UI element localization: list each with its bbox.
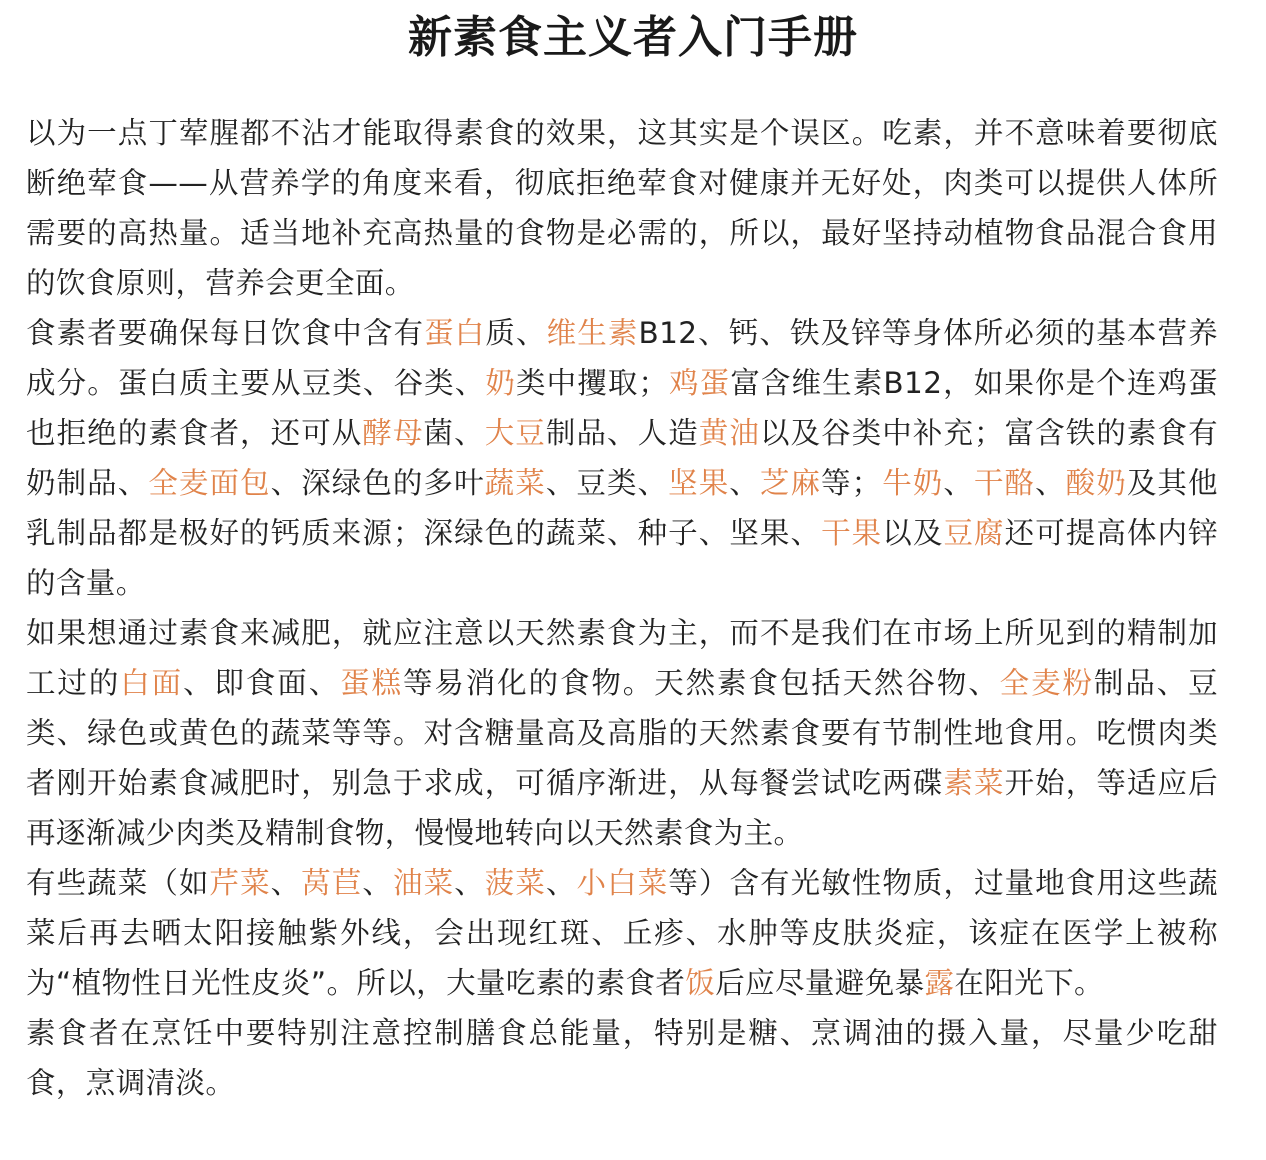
page-title: 新素食主义者入门手册	[408, 12, 858, 63]
text-segment: 等）含有光敏性物质，过量地食用这些蔬菜后再去晒太阳接触紫外线，会出现红斑、丘疹、水肿等皮肤炎症，该症在医学上被称为“植物性日光性皮炎”。所以，大量吃素的素食者	[26, 866, 1219, 1000]
highlighted-keyword: 牛奶	[881, 466, 944, 500]
text-segment: 素食者在烹饪中要特别注意控制膳食总能量，特别是糖、烹调油的摄入量，尽量少吃甜食，烹调清淡。	[26, 1016, 1218, 1100]
text-segment: 等易消化的食物。天然素食包括天然谷物、	[402, 666, 1000, 700]
highlighted-keyword: 白面	[120, 666, 184, 700]
highlighted-keyword: 大豆	[484, 416, 546, 450]
highlighted-keyword: 露	[924, 966, 955, 1000]
highlighted-keyword: 油菜	[393, 866, 455, 900]
text-segment: 、	[454, 866, 485, 900]
highlighted-keyword: 素菜	[943, 766, 1005, 800]
text-segment: 食素者要确保每日饮食中含有	[26, 316, 425, 350]
text-segment: 如果想通过素食来减肥，就应注意以天然素食为主，而不是我们在市场上所见到的精制加工过的	[26, 616, 1218, 700]
text-segment: 及其他乳制品都是极好的钙质来源；深绿色的蔬菜、种子、坚果、	[26, 466, 1218, 550]
paragraph-3	[26, 608, 1218, 858]
text-segment: B12、钙、铁及锌等身体所必须的基本营养成分。蛋白质主要从豆类、谷类、	[26, 316, 1218, 400]
text-segment: 、	[729, 466, 760, 500]
highlighted-keyword: 干酪	[973, 466, 1036, 500]
text-segment: 富含维生素B12，如果你是个连鸡蛋也拒绝的素食者，还可从	[26, 366, 1218, 450]
highlighted-keyword: 维生素	[546, 316, 639, 350]
highlighted-keyword: 饭	[685, 966, 716, 1000]
highlighted-keyword: 全麦粉	[999, 666, 1094, 700]
highlighted-keyword: 干果	[821, 516, 883, 550]
highlighted-keyword: 酵母	[362, 416, 424, 450]
article-body	[26, 108, 1218, 1108]
text-segment: 以及	[882, 516, 944, 550]
highlighted-keyword: 鸡蛋	[668, 366, 731, 400]
text-segment: 后应尽量避免暴	[715, 966, 925, 1000]
highlighted-keyword: 全麦面包	[148, 466, 271, 500]
text-segment: 、	[270, 866, 302, 900]
text-segment: 、即食面、	[183, 666, 341, 700]
text-segment: 、豆类、	[545, 466, 669, 500]
highlighted-keyword: 莴苣	[301, 866, 363, 900]
highlighted-keyword: 奶	[485, 366, 516, 400]
text-segment: 、深绿色的多叶	[270, 466, 485, 500]
text-segment: 还可提高体内锌的含量。	[26, 516, 1218, 600]
text-segment: 菌、	[423, 416, 485, 450]
text-segment: 、	[545, 866, 577, 900]
highlighted-keyword: 蛋白	[424, 316, 486, 350]
highlighted-keyword: 豆腐	[943, 516, 1005, 550]
text-segment: 等；	[821, 466, 882, 500]
text-segment: 以及谷类中补充；富含铁的素食有奶制品、	[26, 416, 1218, 500]
highlighted-keyword: 芹菜	[209, 866, 271, 900]
text-segment: 、	[1035, 466, 1066, 500]
text-segment: 、	[943, 466, 974, 500]
text-segment: 类中攫取；	[515, 366, 669, 400]
highlighted-keyword: 蛋糕	[340, 666, 403, 700]
text-segment: 质、	[485, 316, 547, 350]
highlighted-keyword: 黄油	[698, 416, 760, 450]
text-segment: 、	[362, 866, 394, 900]
text-segment: 制品、豆类、绿色或黄色的蔬菜等等。对含糖量高及高脂的天然素食要有节制性地食用。吃惯肉类者刚开始素食减肥时，别急于求成，可循序渐进，从每餐尝试吃两碟	[26, 666, 1219, 800]
paragraph-1	[26, 108, 1218, 308]
text-segment: 开始，等适应后再逐渐减少肉类及精制食物，慢慢地转向以天然素食为主。	[26, 766, 1218, 850]
text-segment: 以为一点丁荤腥都不沾才能取得素食的效果，这其实是个误区。吃素，并不意味着要彻底断绝荤食——从营养学的角度来看，彻底拒绝荤食对健康并无好处，肉类可以提供人体所需要的高热量。适当地补充高热量的食物是必需的，所以，最好坚持动植物食品混合食用的饮食原则，营养会更全面。	[26, 116, 1218, 300]
highlighted-keyword: 小白菜	[576, 866, 669, 900]
highlighted-keyword: 酸奶	[1065, 466, 1127, 500]
text-segment: 有些蔬菜（如	[26, 866, 210, 900]
paragraph-2	[26, 308, 1218, 608]
highlighted-keyword: 坚果	[668, 466, 730, 500]
paragraph-4	[26, 858, 1218, 1008]
highlighted-keyword: 蔬菜	[484, 466, 546, 500]
text-segment: 在阳光下。	[954, 966, 1104, 1000]
highlighted-keyword: 芝麻	[759, 466, 822, 500]
text-segment: 制品、人造	[545, 416, 699, 450]
paragraph-5	[26, 1008, 1218, 1108]
highlighted-keyword: 菠菜	[484, 866, 546, 900]
